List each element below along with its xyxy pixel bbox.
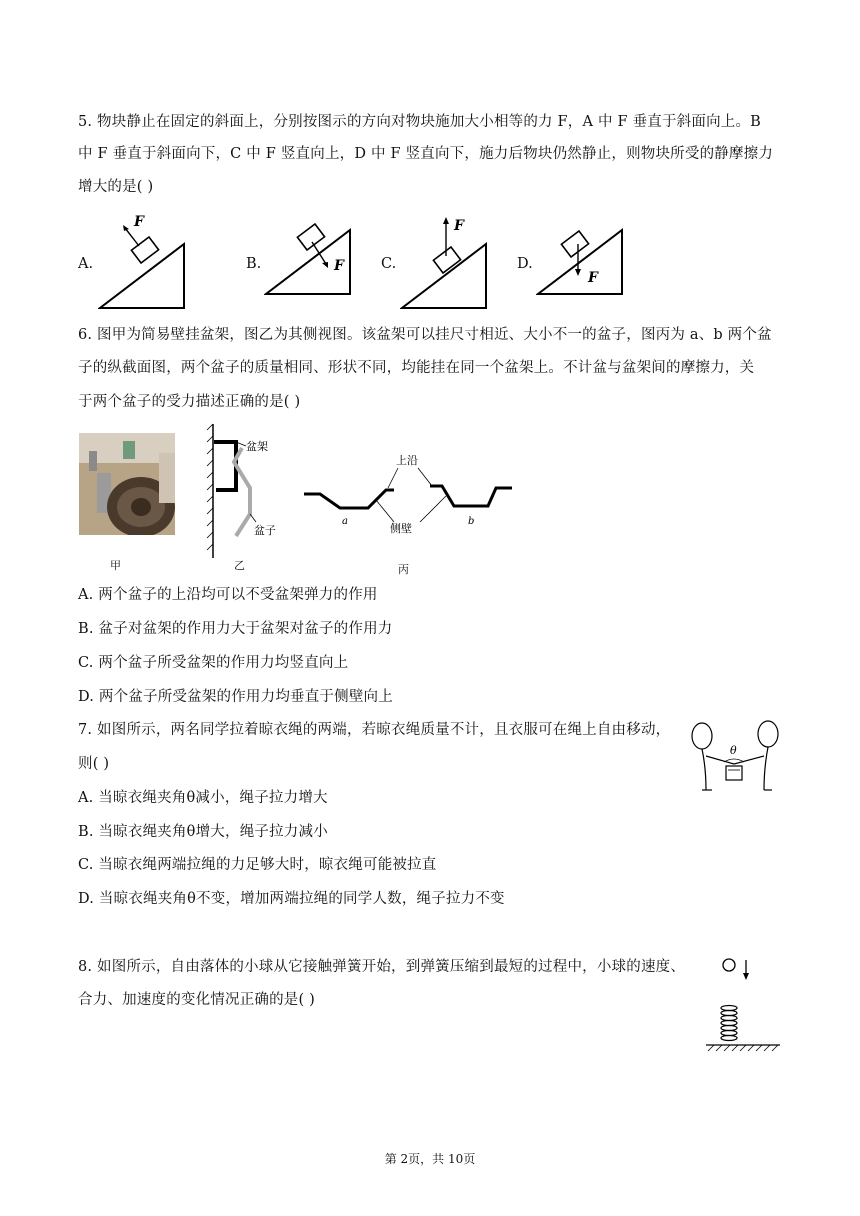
q6-option-c: C. 两个盆子所受盆架的作用力均竖直向上 [78,655,349,671]
q5-option-c-label: C. [381,256,397,272]
q5-incline-c-figure [400,212,500,312]
q6-stem-line-1: 6. 图甲为简易壁挂盆架，图乙为其侧视图。该盆架可以挂尺寸相近、大小不一的盆子，图丙为 a、b 两个盆 [78,327,772,343]
fig-yi-caption: 乙 [234,559,245,572]
label-b: b [468,516,475,527]
q6-stem-line-3: 于两个盆子的受力描述正确的是( ) [78,394,301,410]
fig-bing-caption: 丙 [398,563,409,576]
q7-option-a: A. 当晾衣绳夹角θ减小，绳子拉力增大 [78,790,328,806]
q7-option-c: C. 当晾衣绳两端拉绳的力足够大时，晾衣绳可能被拉直 [78,857,437,873]
q5-stem-line-3: 增大的是( ) [78,179,154,195]
fig-jia-caption: 甲 [110,559,121,572]
label-shangyan: 上沿 [396,454,418,467]
q8-stem-line-2: 合力、加速度的变化情况正确的是( ) [78,992,316,1008]
q5-option-b-label: B. [246,256,262,272]
q6-stem-line-2: 子的纵截面图，两个盆子的质量相同、形状不同，均能挂在同一个盆架上。不计盆与盆架间的摩擦力，关 [78,360,755,376]
q5-incline-d-figure [536,212,636,312]
q5-incline-a-figure [98,212,198,312]
q8-stem-line-1: 8. 如图所示，自由落体的小球从它接触弹簧开始，到弹簧压缩到最短的过程中，小球的速度、 [78,959,686,975]
q5-force-label-b: F [334,258,344,274]
q7-option-b: B. 当晾衣绳夹角θ增大，绳子拉力减小 [78,824,328,840]
q5-incline-b-figure [264,212,364,312]
label-a: a [342,516,348,527]
clothesline-figure [684,716,784,796]
label-penzi: 盆子 [254,524,276,537]
q6-option-a: A. 两个盆子的上沿均可以不受盆架弹力的作用 [78,587,378,603]
q7-stem-line-2: 则( ) [78,756,110,772]
q7-option-d: D. 当晾衣绳夹角θ不变，增加两端拉绳的同学人数，绳子拉力不变 [78,891,505,907]
q5-force-label-a: F [134,214,144,230]
q5-stem-line-1: 5. 物块静止在固定的斜面上，分别按图示的方向对物块施加大小相等的力 F，A 中 F 垂直于斜面向上。B [78,114,762,130]
q5-force-label-d: F [588,270,598,286]
page-footer: 第 2页，共 10页 [384,1152,476,1166]
q5-option-d-label: D. [517,256,533,272]
rack-side-view-figure [206,422,286,560]
wall-basin-rack-photo [79,433,175,535]
basin-cross-section-figure [300,446,520,536]
q6-option-d: D. 两个盆子所受盆架的作用力均垂直于侧壁向上 [78,689,393,705]
q7-stem-line-1: 7. 如图所示，两名同学拉着晾衣绳的两端，若晾衣绳质量不计，且衣服可在绳上自由移动， [78,722,671,738]
q5-stem-line-2: 中 F 垂直于斜面向下，C 中 F 竖直向上，D 中 F 竖直向下，施力后物块仍然静止，则物块所受的静摩擦力 [78,146,774,162]
q5-option-a-label: A. [78,256,94,272]
label-penjia: 盆架 [246,440,268,453]
q5-force-label-c: F [454,218,464,234]
ball-spring-figure [704,954,784,1058]
label-cebi: 侧壁 [390,522,412,535]
theta-label: θ [730,744,737,757]
q6-option-b: B. 盆子对盆架的作用力大于盆架对盆子的作用力 [78,621,393,637]
